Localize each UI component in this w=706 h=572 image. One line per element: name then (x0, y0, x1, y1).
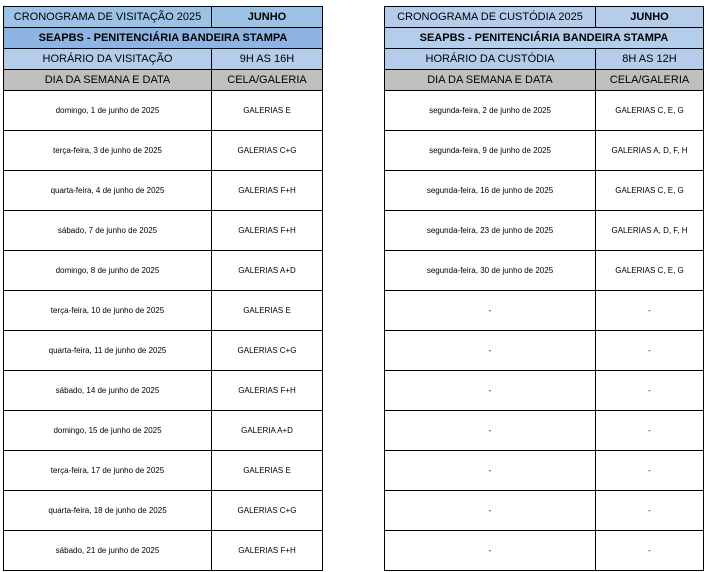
visitation-schedule-table (3, 6, 323, 571)
custody-date-cell: - (385, 531, 596, 571)
visitation-table-row (4, 171, 323, 211)
visitation-date-cell: terça-feira, 10 de junho de 2025 (4, 291, 212, 331)
custody-date-cell: segunda-feira, 16 de junho de 2025 (385, 171, 596, 211)
custody-table-row (385, 291, 704, 331)
visitation-date-cell: terça-feira, 17 de junho de 2025 (4, 451, 212, 491)
custody-col-cell-header: CELA/GALERIA (596, 70, 704, 91)
custody-unit: SEAPBS - PENITENCIÁRIA BANDEIRA STAMPA (385, 28, 704, 49)
visitation-date-cell: domingo, 15 de junho de 2025 (4, 411, 212, 451)
custody-gallery-cell: - (596, 291, 704, 331)
visitation-gallery-cell: GALERIAS F+H (212, 171, 323, 211)
visitation-date-cell: sábado, 14 de junho de 2025 (4, 371, 212, 411)
custody-hours-label: HORÁRIO DA CUSTÓDIA (385, 49, 596, 70)
visitation-col-cell-header: CELA/GALERIA (212, 70, 323, 91)
custody-date-cell: segunda-feira, 9 de junho de 2025 (385, 131, 596, 171)
custody-table-row (385, 371, 704, 411)
custody-table-row (385, 411, 704, 451)
custody-date-cell: segunda-feira, 30 de junho de 2025 (385, 251, 596, 291)
visitation-table-row (4, 531, 323, 571)
visitation-table-row (4, 251, 323, 291)
custody-title: CRONOGRAMA DE CUSTÓDIA 2025 (385, 7, 596, 28)
custody-gallery-cell: GALERIAS C, E, G (596, 171, 704, 211)
custody-table-row (385, 531, 704, 571)
visitation-date-cell: quarta-feira, 11 de junho de 2025 (4, 331, 212, 371)
visitation-gallery-cell: GALERIAS E (212, 291, 323, 331)
visitation-gallery-cell: GALERIAS E (212, 91, 323, 131)
custody-gallery-cell: GALERIAS C, E, G (596, 251, 704, 291)
visitation-date-cell: quarta-feira, 18 de junho de 2025 (4, 491, 212, 531)
visitation-gallery-cell: GALERIAS E (212, 451, 323, 491)
visitation-title: CRONOGRAMA DE VISITAÇÃO 2025 (4, 7, 212, 28)
visitation-date-cell: domingo, 8 de junho de 2025 (4, 251, 212, 291)
custody-gallery-cell: - (596, 331, 704, 371)
custody-table-row (385, 171, 704, 211)
custody-gallery-cell: - (596, 451, 704, 491)
visitation-table-row (4, 331, 323, 371)
custody-table-row (385, 131, 704, 171)
visitation-table-row (4, 131, 323, 171)
custody-schedule-table (384, 6, 704, 571)
custody-hours-value: 8H AS 12H (596, 49, 704, 70)
custody-date-cell: - (385, 331, 596, 371)
custody-table-row (385, 491, 704, 531)
visitation-gallery-cell: GALERIA A+D (212, 411, 323, 451)
visitation-gallery-cell: GALERIAS F+H (212, 211, 323, 251)
custody-table-row (385, 211, 704, 251)
visitation-hours-label: HORÁRIO DA VISITAÇÃO (4, 49, 212, 70)
custody-gallery-cell: GALERIAS A, D, F, H (596, 131, 704, 171)
custody-date-cell: - (385, 451, 596, 491)
visitation-table-row (4, 211, 323, 251)
visitation-hours-value: 9H AS 16H (212, 49, 323, 70)
visitation-unit: SEAPBS - PENITENCIÁRIA BANDEIRA STAMPA (4, 28, 323, 49)
custody-table-row (385, 251, 704, 291)
custody-table-row (385, 451, 704, 491)
visitation-table-row (4, 91, 323, 131)
custody-gallery-cell: - (596, 371, 704, 411)
custody-col-date-header: DIA DA SEMANA E DATA (385, 70, 596, 91)
visitation-table-row (4, 411, 323, 451)
visitation-gallery-cell: GALERIAS C+G (212, 331, 323, 371)
visitation-gallery-cell: GALERIAS F+H (212, 531, 323, 571)
visitation-table-row (4, 451, 323, 491)
visitation-date-cell: domingo, 1 de junho de 2025 (4, 91, 212, 131)
custody-date-cell: segunda-feira, 2 de junho de 2025 (385, 91, 596, 131)
visitation-table-row (4, 291, 323, 331)
visitation-table-row (4, 371, 323, 411)
custody-date-cell: - (385, 411, 596, 451)
visitation-date-cell: sábado, 21 de junho de 2025 (4, 531, 212, 571)
visitation-gallery-cell: GALERIAS A+D (212, 251, 323, 291)
custody-gallery-cell: GALERIAS C, E, G (596, 91, 704, 131)
visitation-col-date-header: DIA DA SEMANA E DATA (4, 70, 212, 91)
visitation-date-cell: quarta-feira, 4 de junho de 2025 (4, 171, 212, 211)
visitation-gallery-cell: GALERIAS C+G (212, 131, 323, 171)
visitation-table-row (4, 491, 323, 531)
visitation-gallery-cell: GALERIAS F+H (212, 371, 323, 411)
custody-gallery-cell: - (596, 531, 704, 571)
custody-gallery-cell: GALERIAS A, D, F, H (596, 211, 704, 251)
visitation-date-cell: terça-feira, 3 de junho de 2025 (4, 131, 212, 171)
visitation-date-cell: sábado, 7 de junho de 2025 (4, 211, 212, 251)
custody-date-cell: - (385, 491, 596, 531)
custody-table-row (385, 331, 704, 371)
custody-date-cell: - (385, 291, 596, 331)
custody-gallery-cell: - (596, 411, 704, 451)
visitation-gallery-cell: GALERIAS C+G (212, 491, 323, 531)
custody-table-row (385, 91, 704, 131)
custody-gallery-cell: - (596, 491, 704, 531)
custody-month: JUNHO (596, 7, 704, 28)
custody-date-cell: - (385, 371, 596, 411)
visitation-month: JUNHO (212, 7, 323, 28)
custody-date-cell: segunda-feira, 23 de junho de 2025 (385, 211, 596, 251)
